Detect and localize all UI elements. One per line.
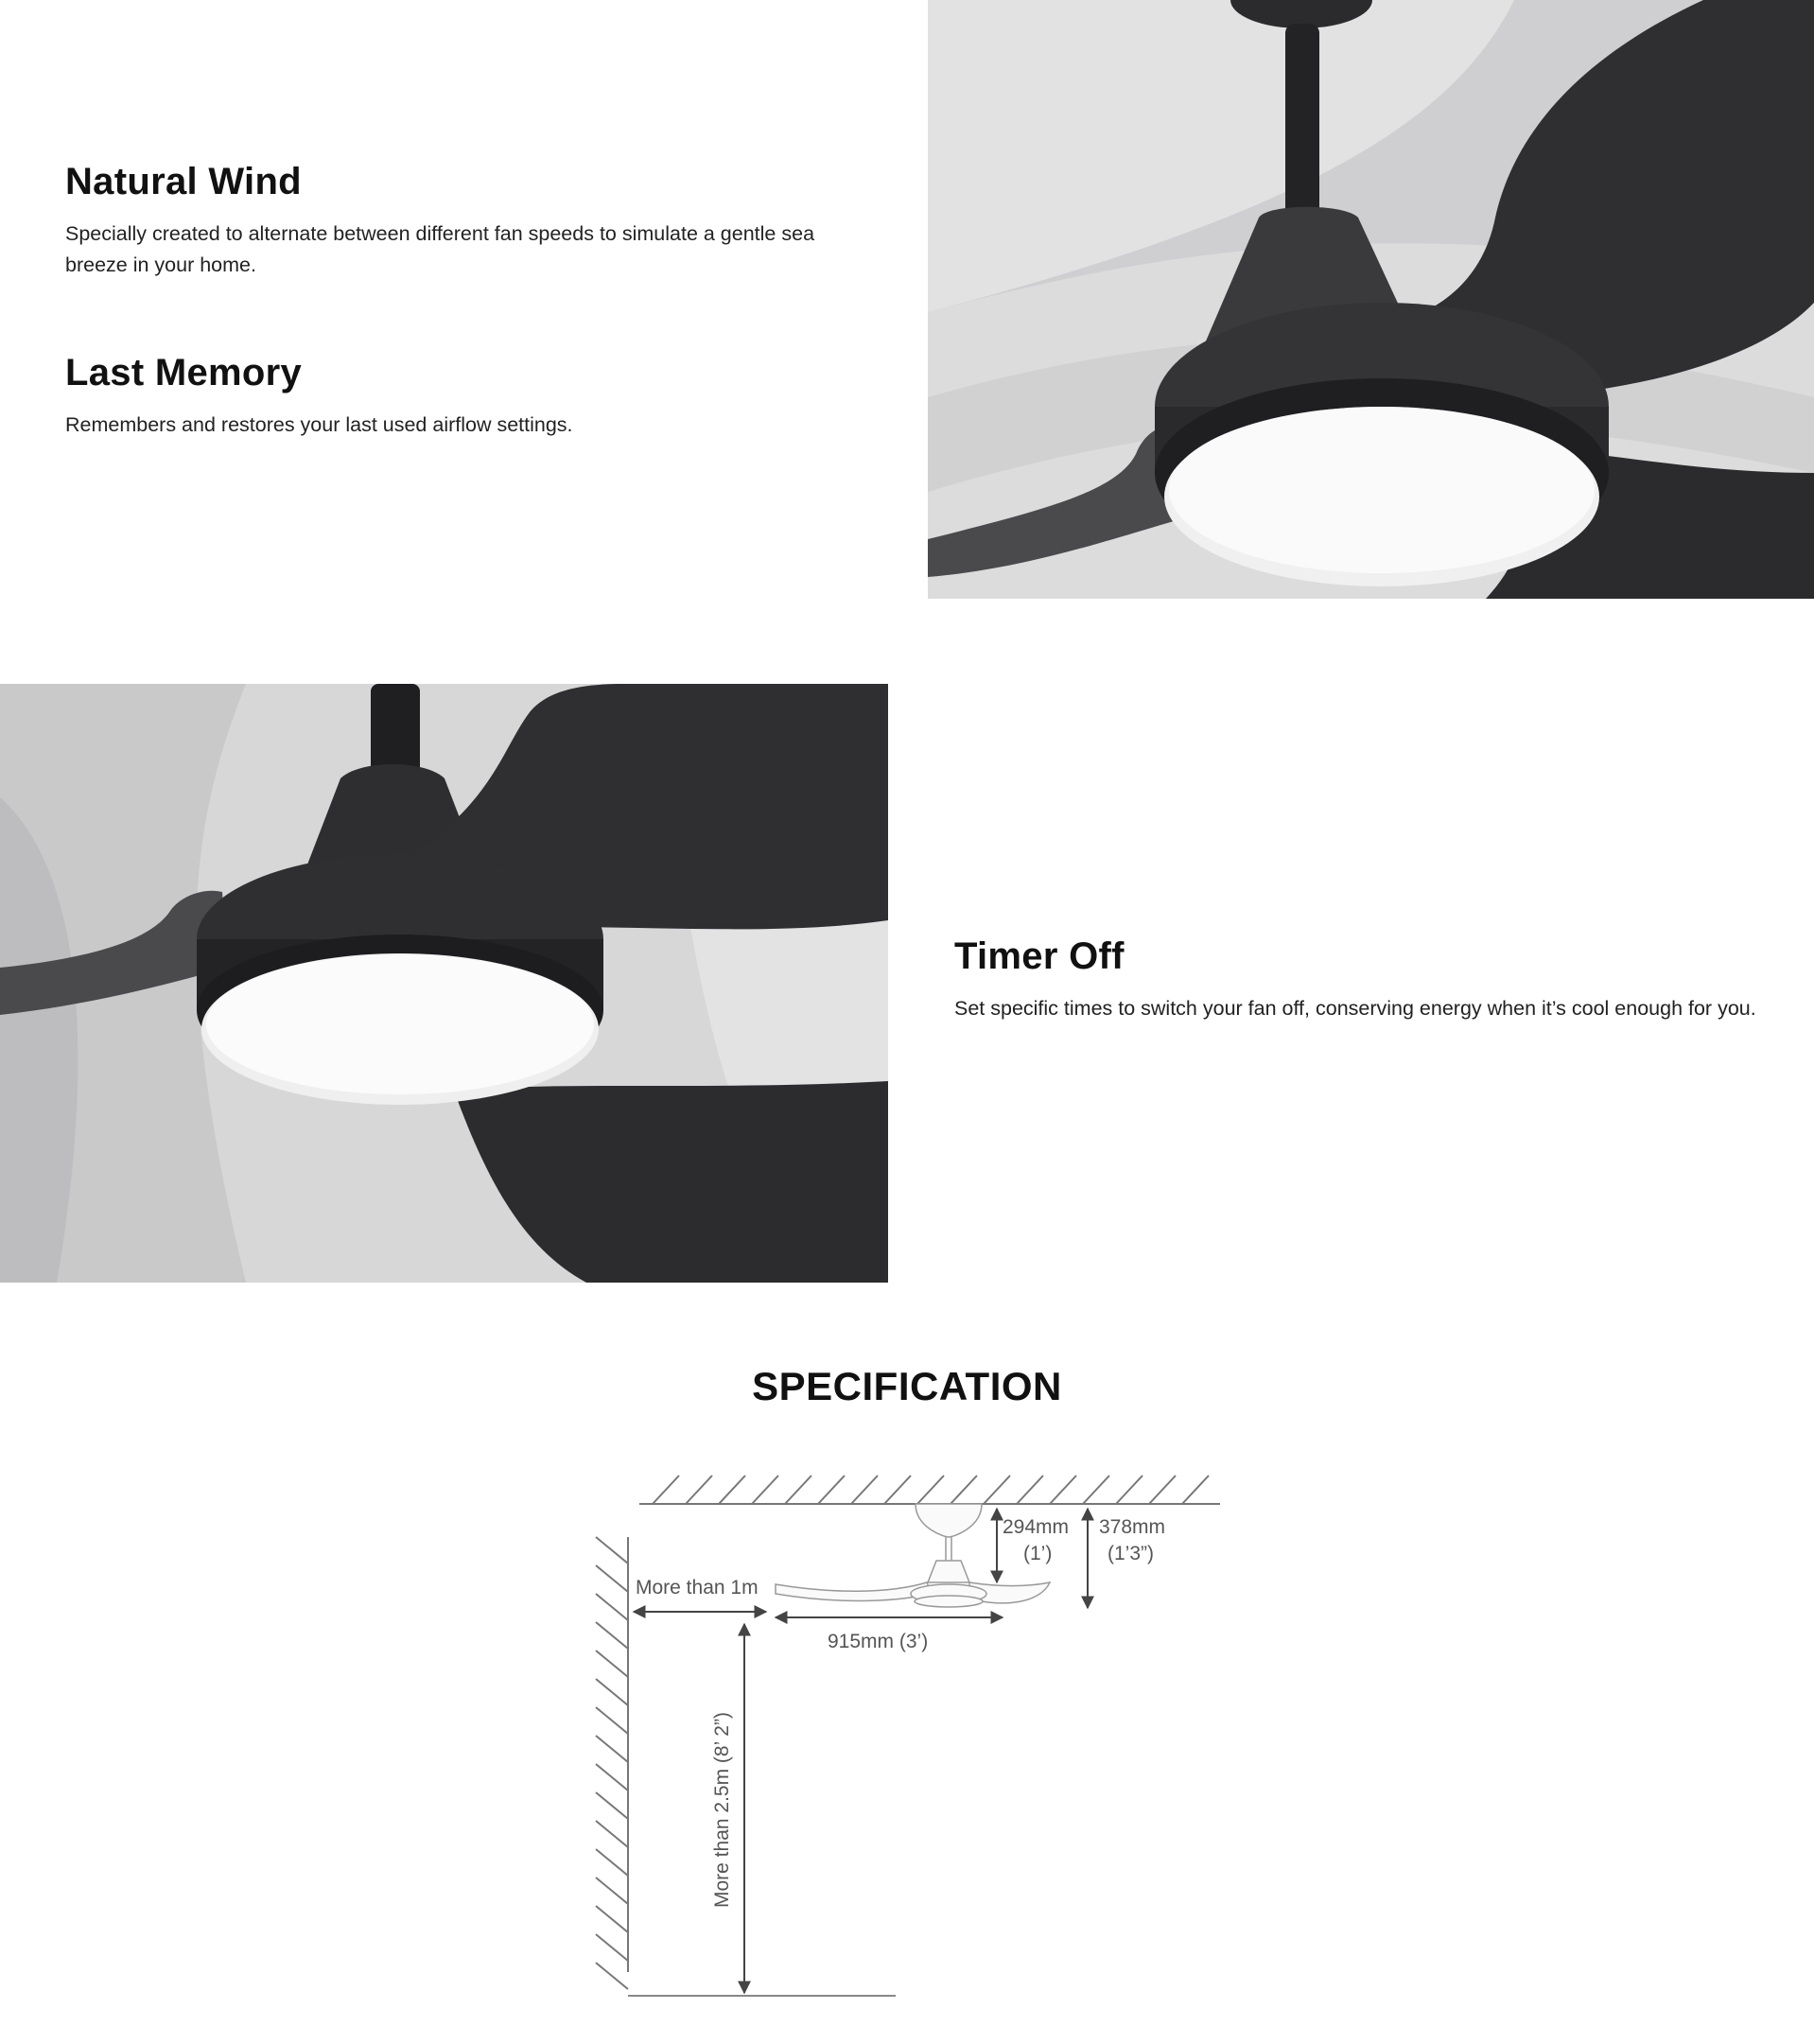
wall-hatch-stroke: [596, 1565, 628, 1592]
wall-hatch: [596, 1537, 628, 1989]
diameter-label: 915mm (3’): [828, 1631, 929, 1652]
wall-hatch-stroke: [596, 1707, 628, 1734]
feature-description: Remembers and restores your last used airflow settings.: [65, 413, 573, 436]
ceiling-hatch-stroke: [1017, 1476, 1043, 1504]
fan-product-image-middle: [0, 684, 888, 1283]
feature-description: Set specific times to switch your fan off, conserving energy when it’s cool enough for you.: [954, 997, 1756, 1020]
floor-clearance-label: More than 2.5m (8’ 2”): [711, 1712, 733, 1908]
feature-title: Last Memory: [65, 352, 303, 393]
ceiling-hatch-stroke: [686, 1476, 712, 1504]
feature-title: Timer Off: [954, 935, 1125, 977]
fan-product-image-top: [928, 0, 1814, 599]
feature-timer-off: [954, 935, 1768, 1024]
ceiling-hatch-stroke: [752, 1476, 778, 1504]
wall-hatch-stroke: [596, 1764, 628, 1791]
ceiling-fan-closeup-image: [928, 0, 1814, 599]
feature-last-memory: [65, 352, 860, 441]
wall-hatch-stroke: [596, 1594, 628, 1620]
wall-hatch-stroke: [596, 1792, 628, 1819]
ceiling-hatch-stroke: [1116, 1476, 1142, 1504]
ceiling-hatch-stroke: [1182, 1476, 1209, 1504]
feature-natural-wind: [65, 161, 860, 281]
wall-clearance-label: More than 1m: [636, 1577, 759, 1599]
height-mm-label: 378mm: [1099, 1516, 1166, 1538]
drop-ft-label: (1’): [1023, 1543, 1053, 1564]
ceiling-hatch-stroke: [851, 1476, 878, 1504]
wall-hatch-stroke: [596, 1679, 628, 1705]
ceiling-hatch-stroke: [1149, 1476, 1176, 1504]
drop-mm-label: 294mm: [1003, 1516, 1070, 1538]
wall-hatch-stroke: [596, 1537, 628, 1564]
wall-hatch-stroke: [596, 1934, 628, 1961]
wall-hatch-stroke: [596, 1821, 628, 1847]
wall-hatch-stroke: [596, 1651, 628, 1677]
wall-hatch-stroke: [596, 1906, 628, 1932]
ceiling-hatch-stroke: [719, 1476, 745, 1504]
wall-hatch-stroke: [596, 1736, 628, 1762]
height-ft-label: (1’3”): [1108, 1543, 1155, 1564]
ceiling-hatch-stroke: [984, 1476, 1010, 1504]
ceiling-hatch-stroke: [818, 1476, 845, 1504]
ceiling-hatch-stroke: [1050, 1476, 1076, 1504]
wall-hatch-stroke: [596, 1622, 628, 1649]
feature-description: Specially created to alternate between different fan speeds to simulate a gentle sea breeze in your home.: [65, 222, 815, 276]
wall-hatch-stroke: [596, 1963, 628, 1989]
ceiling-hatch-stroke: [917, 1476, 944, 1504]
wall-hatch-stroke: [596, 1878, 628, 1904]
wall-hatch-stroke: [596, 1849, 628, 1876]
ceiling-hatch-stroke: [1083, 1476, 1109, 1504]
ceiling-hatch-stroke: [884, 1476, 911, 1504]
ceiling-hatch-stroke: [653, 1476, 679, 1504]
ceiling-hatch-stroke: [951, 1476, 977, 1504]
ceiling-hatch: [639, 1476, 1220, 1504]
ceiling-fan-side-image: [0, 684, 888, 1283]
specification-title: SPECIFICATION: [752, 1364, 1062, 1408]
feature-title: Natural Wind: [65, 161, 302, 202]
ceiling-hatch-stroke: [785, 1476, 811, 1504]
specification-diagram: [586, 1461, 1248, 2029]
